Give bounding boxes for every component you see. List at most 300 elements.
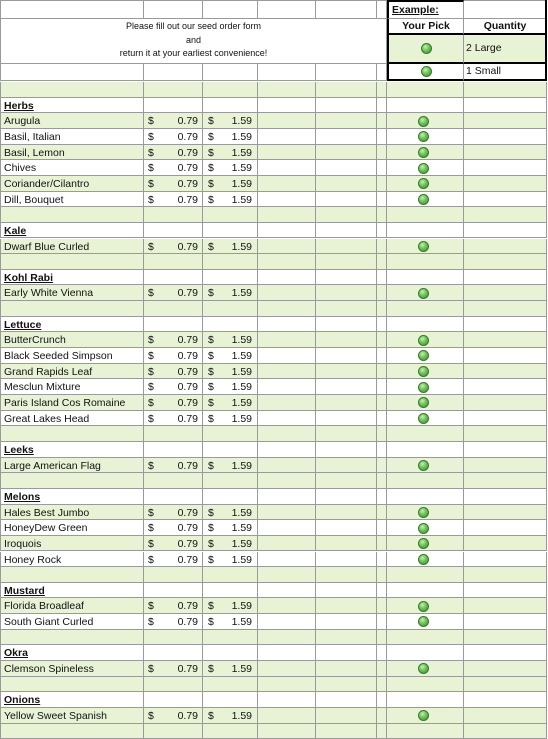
price-small: 0.79 — [177, 459, 198, 472]
section-header-cell — [464, 645, 547, 661]
currency-symbol: $ — [148, 506, 154, 519]
section-spacer-cell — [316, 677, 377, 693]
section-spacer-cell — [203, 254, 258, 270]
quantity-cell[interactable] — [464, 364, 547, 380]
currency-symbol: $ — [148, 334, 154, 347]
price-large: 1.59 — [231, 146, 252, 159]
table-row-cell — [258, 379, 316, 395]
section-header-cell — [203, 489, 258, 505]
table-row-cell — [377, 552, 387, 568]
quantity-cell[interactable] — [464, 145, 547, 161]
price-small: 0.79 — [177, 365, 198, 378]
section-spacer-cell — [316, 254, 377, 270]
section-spacer-cell — [316, 426, 377, 442]
table-row-cell — [377, 708, 387, 724]
currency-symbol: $ — [148, 553, 154, 566]
green-circle-icon[interactable] — [418, 288, 429, 299]
table-row-cell — [258, 113, 316, 129]
table-row-cell — [377, 348, 387, 364]
green-circle-icon — [421, 66, 432, 77]
section-spacer-cell — [377, 301, 387, 317]
section-header-cell — [203, 442, 258, 458]
section-spacer-cell — [258, 724, 316, 739]
seed-name: Dwarf Blue Curled — [4, 240, 90, 253]
currency-symbol: $ — [148, 397, 154, 409]
currency-symbol: $ — [208, 710, 214, 722]
price-small: 0.79 — [177, 412, 198, 425]
price-small: 0.79 — [177, 240, 198, 253]
section-spacer-cell — [377, 677, 387, 693]
table-row-cell — [377, 520, 387, 536]
section-spacer-cell — [203, 426, 258, 442]
price-large: 1.59 — [231, 397, 252, 409]
section-header-cell — [316, 645, 377, 661]
price-small: 0.79 — [177, 522, 198, 535]
instruction-sub-d — [258, 64, 316, 81]
section-header-cell — [144, 442, 203, 458]
quantity-cell[interactable] — [464, 708, 547, 724]
section-spacer-cell — [258, 473, 316, 489]
green-circle-icon[interactable] — [418, 554, 429, 565]
section-spacer-cell — [316, 301, 377, 317]
currency-symbol: $ — [148, 240, 154, 253]
section-header-cell — [377, 98, 387, 114]
section-header-cell — [464, 98, 547, 114]
section-spacer-cell — [203, 677, 258, 693]
price-small: 0.79 — [177, 130, 198, 143]
currency-symbol: $ — [148, 177, 154, 190]
section-header-cell — [387, 223, 464, 239]
section-header-cell — [258, 645, 316, 661]
table-row-cell — [316, 520, 377, 536]
price-large: 1.59 — [231, 663, 252, 676]
quantity-cell[interactable] — [464, 379, 547, 395]
price-large: 1.59 — [231, 506, 252, 519]
green-circle-icon[interactable] — [418, 163, 429, 174]
section-spacer-cell — [464, 301, 547, 317]
seed-name: Iroquois — [4, 537, 42, 550]
currency-symbol: $ — [148, 130, 154, 143]
table-row-cell — [377, 364, 387, 380]
quantity-cell[interactable] — [464, 598, 547, 614]
quantity-cell[interactable] — [464, 552, 547, 568]
section-header-cell — [464, 270, 547, 286]
section-spacer-cell — [387, 426, 464, 442]
instruction-sub-f — [377, 64, 387, 81]
header-cell-a — [0, 0, 144, 19]
seed-name: Basil, Italian — [4, 130, 61, 143]
price-large: 1.59 — [231, 162, 252, 175]
table-row-cell — [377, 285, 387, 301]
instruction-line-1: Please fill out our seed order form — [125, 21, 262, 31]
green-circle-icon[interactable] — [418, 335, 429, 346]
instruction-sub-c — [203, 64, 258, 81]
table-row-cell — [258, 192, 316, 208]
price-large: 1.59 — [231, 350, 252, 363]
green-circle-icon[interactable] — [418, 194, 429, 205]
currency-symbol: $ — [208, 506, 214, 519]
section-spacer-cell — [387, 567, 464, 583]
currency-symbol: $ — [148, 287, 154, 300]
section-spacer-cell — [387, 630, 464, 646]
example-box-right-edge — [545, 0, 547, 81]
section-header-cell — [387, 692, 464, 708]
section-header-cell — [387, 645, 464, 661]
table-row-cell — [377, 239, 387, 255]
section-title: Okra — [4, 647, 28, 660]
col-header-your-pick: Your Pick — [387, 19, 464, 35]
table-row-cell — [316, 614, 377, 630]
table-row-cell — [316, 661, 377, 677]
quantity-cell[interactable] — [464, 176, 547, 192]
quantity-cell[interactable] — [464, 129, 547, 145]
section-header-cell — [377, 583, 387, 599]
section-spacer-cell — [377, 207, 387, 223]
price-large: 1.59 — [231, 365, 252, 378]
table-row-cell — [258, 505, 316, 521]
section-header-cell — [464, 442, 547, 458]
table-row-cell — [377, 598, 387, 614]
section-header-cell — [316, 489, 377, 505]
table-row-cell — [377, 129, 387, 145]
section-spacer-cell — [203, 567, 258, 583]
price-large: 1.59 — [231, 381, 252, 394]
price-large: 1.59 — [231, 537, 252, 550]
price-small: 0.79 — [177, 710, 198, 722]
instruction-sub-e — [316, 64, 377, 81]
section-header-cell — [387, 583, 464, 599]
price-small: 0.79 — [177, 600, 198, 613]
table-row-cell — [258, 536, 316, 552]
table-row-cell — [258, 285, 316, 301]
section-spacer-cell — [203, 630, 258, 646]
currency-symbol: $ — [208, 663, 214, 676]
section-header-cell — [316, 692, 377, 708]
price-large: 1.59 — [231, 553, 252, 566]
section-spacer-cell — [144, 301, 203, 317]
section-spacer-cell — [464, 677, 547, 693]
quantity-cell[interactable] — [464, 458, 547, 474]
table-row-cell — [377, 160, 387, 176]
section-spacer-cell — [377, 254, 387, 270]
header-cell-f — [377, 0, 387, 19]
spacer-band-cell — [144, 82, 203, 98]
section-header-cell — [316, 583, 377, 599]
currency-symbol: $ — [208, 397, 214, 409]
table-row-cell — [258, 411, 316, 427]
section-spacer-cell — [258, 254, 316, 270]
currency-symbol: $ — [208, 459, 214, 472]
currency-symbol: $ — [208, 130, 214, 143]
table-row-cell — [316, 708, 377, 724]
seed-name: Florida Broadleaf — [4, 600, 84, 613]
currency-symbol: $ — [208, 162, 214, 175]
section-spacer-cell — [387, 724, 464, 739]
section-header-cell — [258, 692, 316, 708]
quantity-cell[interactable] — [464, 395, 547, 411]
table-row-cell — [258, 395, 316, 411]
section-header-cell — [144, 645, 203, 661]
table-row-cell — [316, 395, 377, 411]
header-cell-h — [464, 0, 547, 19]
table-row-cell — [377, 614, 387, 630]
instruction-sub-b — [144, 64, 203, 81]
table-row-cell — [258, 598, 316, 614]
price-small: 0.79 — [177, 616, 198, 629]
col-header-quantity: Quantity — [464, 19, 547, 35]
section-spacer-cell — [464, 630, 547, 646]
section-spacer-cell — [464, 426, 547, 442]
section-header-cell — [316, 270, 377, 286]
quantity-cell[interactable] — [464, 160, 547, 176]
section-spacer-cell — [464, 473, 547, 489]
quantity-cell[interactable] — [464, 520, 547, 536]
spacer-band-cell — [0, 82, 144, 98]
quantity-cell[interactable] — [464, 332, 547, 348]
table-row-cell — [377, 113, 387, 129]
price-small: 0.79 — [177, 162, 198, 175]
section-spacer-cell — [258, 677, 316, 693]
green-circle-icon[interactable] — [418, 460, 429, 471]
quantity-cell[interactable] — [464, 239, 547, 255]
quantity-cell[interactable] — [464, 113, 547, 129]
currency-symbol: $ — [208, 412, 214, 425]
section-spacer-cell — [464, 207, 547, 223]
currency-symbol: $ — [208, 553, 214, 566]
table-row-cell — [316, 411, 377, 427]
header-cell-c — [203, 0, 258, 19]
price-small: 0.79 — [177, 287, 198, 300]
table-row-cell — [377, 332, 387, 348]
currency-symbol: $ — [208, 537, 214, 550]
spacer-band-cell — [316, 82, 377, 98]
header-cell-d — [258, 0, 316, 19]
price-large: 1.59 — [231, 522, 252, 535]
currency-symbol: $ — [208, 287, 214, 300]
table-row-cell — [377, 379, 387, 395]
green-circle-icon[interactable] — [418, 241, 429, 252]
section-spacer-cell — [144, 567, 203, 583]
section-spacer-cell — [0, 301, 144, 317]
seed-name: Arugula — [4, 115, 41, 128]
section-spacer-cell — [377, 567, 387, 583]
price-large: 1.59 — [231, 115, 252, 128]
currency-symbol: $ — [148, 663, 154, 676]
section-spacer-cell — [377, 426, 387, 442]
section-header-cell — [144, 270, 203, 286]
quantity-cell[interactable] — [464, 411, 547, 427]
section-header-cell — [203, 317, 258, 333]
seed-name: Honey Rock — [4, 553, 62, 566]
green-circle-icon[interactable] — [418, 366, 429, 377]
currency-symbol: $ — [208, 240, 214, 253]
seed-name: HoneyDew Green — [4, 522, 88, 535]
price-small: 0.79 — [177, 381, 198, 394]
section-title: Leeks — [4, 443, 34, 456]
spacer-band-cell — [387, 82, 464, 98]
seed-name: Hales Best Jumbo — [4, 506, 90, 519]
section-header-cell — [258, 317, 316, 333]
section-header-cell — [258, 223, 316, 239]
section-spacer-cell — [0, 207, 144, 223]
table-row-cell — [258, 348, 316, 364]
section-header-cell — [377, 692, 387, 708]
quantity-cell[interactable] — [464, 536, 547, 552]
table-row-cell — [316, 176, 377, 192]
green-circle-icon — [421, 43, 432, 54]
section-header-cell — [203, 270, 258, 286]
table-row-cell — [316, 536, 377, 552]
section-header-cell — [144, 98, 203, 114]
price-large: 1.59 — [231, 177, 252, 190]
currency-symbol: $ — [208, 146, 214, 159]
section-header-cell — [144, 692, 203, 708]
currency-symbol: $ — [208, 365, 214, 378]
table-row-cell — [258, 239, 316, 255]
section-header-cell — [387, 98, 464, 114]
currency-symbol: $ — [148, 146, 154, 159]
currency-symbol: $ — [148, 350, 154, 363]
table-row-cell — [316, 239, 377, 255]
green-circle-icon[interactable] — [418, 413, 429, 424]
section-header-cell — [144, 489, 203, 505]
currency-symbol: $ — [148, 193, 154, 206]
currency-symbol: $ — [148, 459, 154, 472]
price-small: 0.79 — [177, 177, 198, 190]
price-large: 1.59 — [231, 334, 252, 347]
section-spacer-cell — [0, 724, 144, 739]
quantity-cell[interactable] — [464, 661, 547, 677]
green-circle-icon[interactable] — [418, 116, 429, 127]
section-title: Onions — [4, 694, 41, 707]
currency-symbol: $ — [208, 616, 214, 629]
table-row-cell — [258, 145, 316, 161]
section-spacer-cell — [258, 301, 316, 317]
section-spacer-cell — [144, 630, 203, 646]
example-label: Example: — [387, 0, 464, 19]
table-row-cell — [316, 458, 377, 474]
section-spacer-cell — [387, 473, 464, 489]
section-header-cell — [316, 223, 377, 239]
section-spacer-cell — [0, 473, 144, 489]
section-header-cell — [144, 583, 203, 599]
seed-name: ButterCrunch — [4, 334, 66, 347]
table-row-cell — [258, 614, 316, 630]
seed-name: Basil, Lemon — [4, 146, 65, 159]
section-spacer-cell — [316, 207, 377, 223]
price-small: 0.79 — [177, 553, 198, 566]
green-circle-icon[interactable] — [418, 601, 429, 612]
section-spacer-cell — [387, 207, 464, 223]
section-spacer-cell — [387, 677, 464, 693]
seed-name: Great Lakes Head — [4, 412, 90, 425]
quantity-cell[interactable] — [464, 285, 547, 301]
section-spacer-cell — [0, 567, 144, 583]
quantity-cell[interactable] — [464, 505, 547, 521]
section-title: Mustard — [4, 584, 45, 597]
section-header-cell — [387, 317, 464, 333]
table-row-cell — [258, 129, 316, 145]
currency-symbol: $ — [208, 115, 214, 128]
currency-symbol: $ — [208, 381, 214, 394]
quantity-cell[interactable] — [464, 192, 547, 208]
instruction-line-2: and — [185, 35, 202, 45]
currency-symbol: $ — [208, 334, 214, 347]
section-spacer-cell — [258, 207, 316, 223]
section-title: Kohl Rabi — [4, 271, 53, 284]
section-spacer-cell — [0, 630, 144, 646]
section-header-cell — [258, 442, 316, 458]
section-header-cell — [377, 270, 387, 286]
green-circle-icon[interactable] — [418, 147, 429, 158]
table-row-cell — [258, 520, 316, 536]
green-circle-icon[interactable] — [418, 523, 429, 534]
price-small: 0.79 — [177, 334, 198, 347]
currency-symbol: $ — [148, 600, 154, 613]
section-header-cell — [203, 583, 258, 599]
example-pick-2[interactable] — [387, 64, 464, 81]
table-row-cell — [258, 458, 316, 474]
green-circle-icon[interactable] — [418, 507, 429, 518]
example-qty-2[interactable]: 1 Small — [464, 64, 547, 81]
table-row-cell — [377, 411, 387, 427]
section-spacer-cell — [0, 254, 144, 270]
section-header-cell — [464, 583, 547, 599]
quantity-cell[interactable] — [464, 348, 547, 364]
spacer-band-cell — [464, 82, 547, 98]
table-row-cell — [316, 348, 377, 364]
table-row-cell — [316, 505, 377, 521]
currency-symbol: $ — [208, 522, 214, 535]
section-spacer-cell — [387, 301, 464, 317]
table-row-cell — [316, 552, 377, 568]
table-row-cell — [316, 129, 377, 145]
table-row-cell — [316, 285, 377, 301]
section-header-cell — [258, 98, 316, 114]
table-row-cell — [316, 379, 377, 395]
section-header-cell — [203, 98, 258, 114]
table-row-cell — [377, 505, 387, 521]
currency-symbol: $ — [208, 193, 214, 206]
section-spacer-cell — [0, 426, 144, 442]
example-qty-1[interactable]: 2 Large — [464, 35, 547, 64]
seed-name: Chives — [4, 162, 37, 175]
price-small: 0.79 — [177, 537, 198, 550]
section-spacer-cell — [144, 426, 203, 442]
price-small: 0.79 — [177, 350, 198, 363]
section-header-cell — [387, 489, 464, 505]
section-spacer-cell — [377, 473, 387, 489]
currency-symbol: $ — [148, 365, 154, 378]
quantity-cell[interactable] — [464, 614, 547, 630]
currency-symbol: $ — [148, 381, 154, 394]
table-row-cell — [316, 332, 377, 348]
seed-name: Early White Vienna — [4, 287, 94, 300]
section-header-cell — [203, 223, 258, 239]
section-header-cell — [377, 442, 387, 458]
price-small: 0.79 — [177, 193, 198, 206]
example-pick-1[interactable] — [387, 35, 464, 64]
seed-name: Mesclun Mixture — [4, 381, 81, 394]
currency-symbol: $ — [148, 115, 154, 128]
section-header-cell — [144, 223, 203, 239]
currency-symbol: $ — [208, 350, 214, 363]
section-header-cell — [464, 317, 547, 333]
green-circle-icon[interactable] — [418, 382, 429, 393]
price-small: 0.79 — [177, 663, 198, 676]
spacer-band-cell — [258, 82, 316, 98]
section-spacer-cell — [144, 254, 203, 270]
